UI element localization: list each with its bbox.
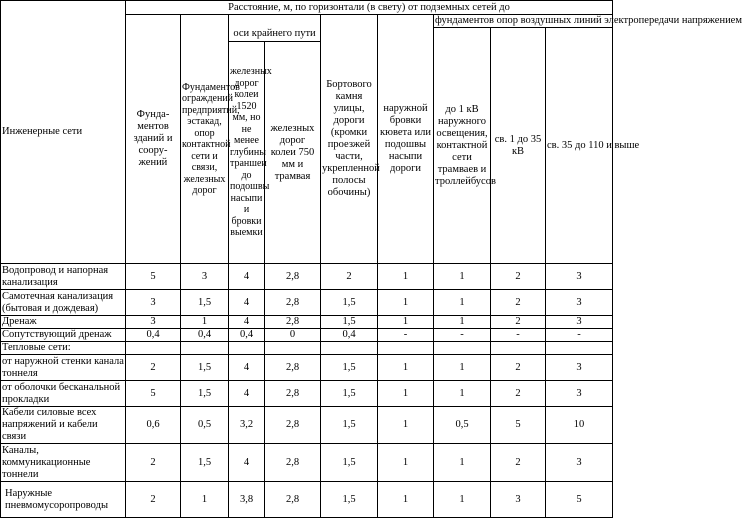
cell: 2 xyxy=(491,264,546,290)
cell: 0,4 xyxy=(126,329,181,342)
cell: 3 xyxy=(546,355,613,381)
row-name: Кабели силовые всех напряжений и кабели связи xyxy=(1,407,126,444)
cell: 3,8 xyxy=(229,482,265,518)
header-enterprise-fence-foundations: Фундаментов ограждений предприятий, эстакад, опор контактной сети и связи, железных дорог xyxy=(181,15,229,264)
row-name: Сопутствующий дренаж xyxy=(1,329,126,342)
cell: 2 xyxy=(321,264,378,290)
row-name: Самотечная канализация (бытовая и дождевая) xyxy=(1,290,126,316)
cell: 2 xyxy=(491,316,546,329)
cell: 4 xyxy=(229,264,265,290)
cell: 10 xyxy=(546,407,613,444)
cell: 1 xyxy=(434,444,491,482)
cell: 1 xyxy=(434,290,491,316)
cell: 1,5 xyxy=(181,290,229,316)
cell: 2 xyxy=(491,355,546,381)
cell: 2,8 xyxy=(265,381,321,407)
cell: 2,8 xyxy=(265,264,321,290)
cell: 1,5 xyxy=(321,355,378,381)
cell: 2,8 xyxy=(265,355,321,381)
cell: 2 xyxy=(491,381,546,407)
table-row xyxy=(1,316,613,329)
cell: 1,5 xyxy=(321,444,378,482)
header-up-to-1kv: до 1 кВ наружного освещения, контактной сети трамваев и троллейбусов xyxy=(434,28,491,264)
cell: 4 xyxy=(229,444,265,482)
header-1-35kv: св. 1 до 35 кВ xyxy=(491,28,546,264)
header-rail-750-tram: железных дорог колеи 750 мм и трамвая xyxy=(265,42,321,264)
cell: 3 xyxy=(546,290,613,316)
cell: 0,5 xyxy=(181,407,229,444)
cell: 1 xyxy=(378,316,434,329)
cell: 3 xyxy=(181,264,229,290)
cell: 2 xyxy=(126,355,181,381)
table-row xyxy=(1,290,613,316)
table-row xyxy=(1,329,613,342)
cell: 1,5 xyxy=(321,482,378,518)
cell: 1,5 xyxy=(181,355,229,381)
header-35-110kv: св. 35 до 110 и выше xyxy=(546,28,613,264)
cell: 5 xyxy=(126,264,181,290)
cell: 1 xyxy=(434,482,491,518)
cell: 3 xyxy=(546,316,613,329)
cell: 3 xyxy=(126,316,181,329)
cell: 2,8 xyxy=(265,482,321,518)
cell: 0,4 xyxy=(181,329,229,342)
table-row xyxy=(1,381,613,407)
table-row xyxy=(1,482,613,518)
row-name: Водопровод и напорная канализация xyxy=(1,264,126,290)
cell: 2,8 xyxy=(265,316,321,329)
header-rail-1520: железных дорог колеи 1520 мм, но не менее глубины траншеи до подошвы насыпи и бровки выемки xyxy=(229,42,265,264)
cell: 1,5 xyxy=(181,381,229,407)
header-road-ditch: наружной бровки кювета или подошвы насыпи дороги xyxy=(378,15,434,264)
cell: 5 xyxy=(491,407,546,444)
header-power-line-supports: фундаментов опор воздушных линий электропередачи напряжением xyxy=(435,15,742,26)
header-street-curb: Бортового камня улицы, дороги (кромки проезжей части, укрепленной полосы обочины) xyxy=(321,15,378,264)
row-name: от наружной стенки канала тоннеля xyxy=(2,355,124,379)
cell: 2 xyxy=(126,444,181,482)
cell: 0,4 xyxy=(321,329,378,342)
row-name: Каналы, коммуникационные тоннели xyxy=(1,444,126,482)
cell: 3 xyxy=(546,381,613,407)
cell: 2 xyxy=(491,290,546,316)
header-building-foundations: Фунда-ментов зданий и соору-жений xyxy=(126,15,181,264)
cell: 5 xyxy=(546,482,613,518)
cell: 1 xyxy=(378,444,434,482)
cell: 2 xyxy=(491,444,546,482)
cell: 3 xyxy=(126,290,181,316)
cell: - xyxy=(378,329,434,342)
cell: 1 xyxy=(434,316,491,329)
cell: 3 xyxy=(491,482,546,518)
cell: 4 xyxy=(229,381,265,407)
cell: 0,6 xyxy=(126,407,181,444)
cell: 1,5 xyxy=(321,407,378,444)
cell: 1 xyxy=(181,482,229,518)
cell: 1 xyxy=(378,355,434,381)
cell: 0 xyxy=(265,329,321,342)
cell: 5 xyxy=(126,381,181,407)
header-railway-axis: оси крайнего пути xyxy=(229,28,321,42)
cell: 4 xyxy=(229,290,265,316)
row-name: Дренаж xyxy=(1,316,126,329)
table-row xyxy=(1,407,613,444)
cell: 1,5 xyxy=(321,316,378,329)
cell: 3 xyxy=(546,264,613,290)
cell: 1 xyxy=(378,381,434,407)
row-name: Наружные пневмомусоропроводы xyxy=(1,482,126,518)
cell: 0,4 xyxy=(229,329,265,342)
table-row xyxy=(1,355,613,381)
row-name: от оболочки бесканальной прокладки xyxy=(1,381,126,407)
cell: 2,8 xyxy=(265,444,321,482)
cell: 2 xyxy=(126,482,181,518)
header-engineering-networks: Инженерные сети xyxy=(1,1,126,264)
cell: 1 xyxy=(378,482,434,518)
cell: 4 xyxy=(229,316,265,329)
table-row xyxy=(1,444,613,482)
cell: 1,5 xyxy=(321,381,378,407)
heat-networks-heading: Тепловые сети: xyxy=(1,342,126,355)
cell: 3 xyxy=(546,444,613,482)
cell: 1 xyxy=(378,290,434,316)
cell: - xyxy=(434,329,491,342)
cell: 1 xyxy=(434,355,491,381)
cell: 4 xyxy=(229,355,265,381)
cell: 1 xyxy=(378,264,434,290)
cell: 2,8 xyxy=(265,407,321,444)
cell: 1,5 xyxy=(181,444,229,482)
cell: 1 xyxy=(181,316,229,329)
cell: 1 xyxy=(378,407,434,444)
cell: 3,2 xyxy=(229,407,265,444)
cell: 1 xyxy=(434,381,491,407)
section-row xyxy=(1,342,613,355)
table-row xyxy=(1,264,613,290)
cell: 1,5 xyxy=(321,290,378,316)
header-distance-title: Расстояние, м, по горизонтали (в свету) от подземных сетей до xyxy=(126,1,613,15)
cell: - xyxy=(546,329,613,342)
cell: 0,5 xyxy=(434,407,491,444)
cell: 2,8 xyxy=(265,290,321,316)
cell: - xyxy=(491,329,546,342)
cell: 1 xyxy=(434,264,491,290)
